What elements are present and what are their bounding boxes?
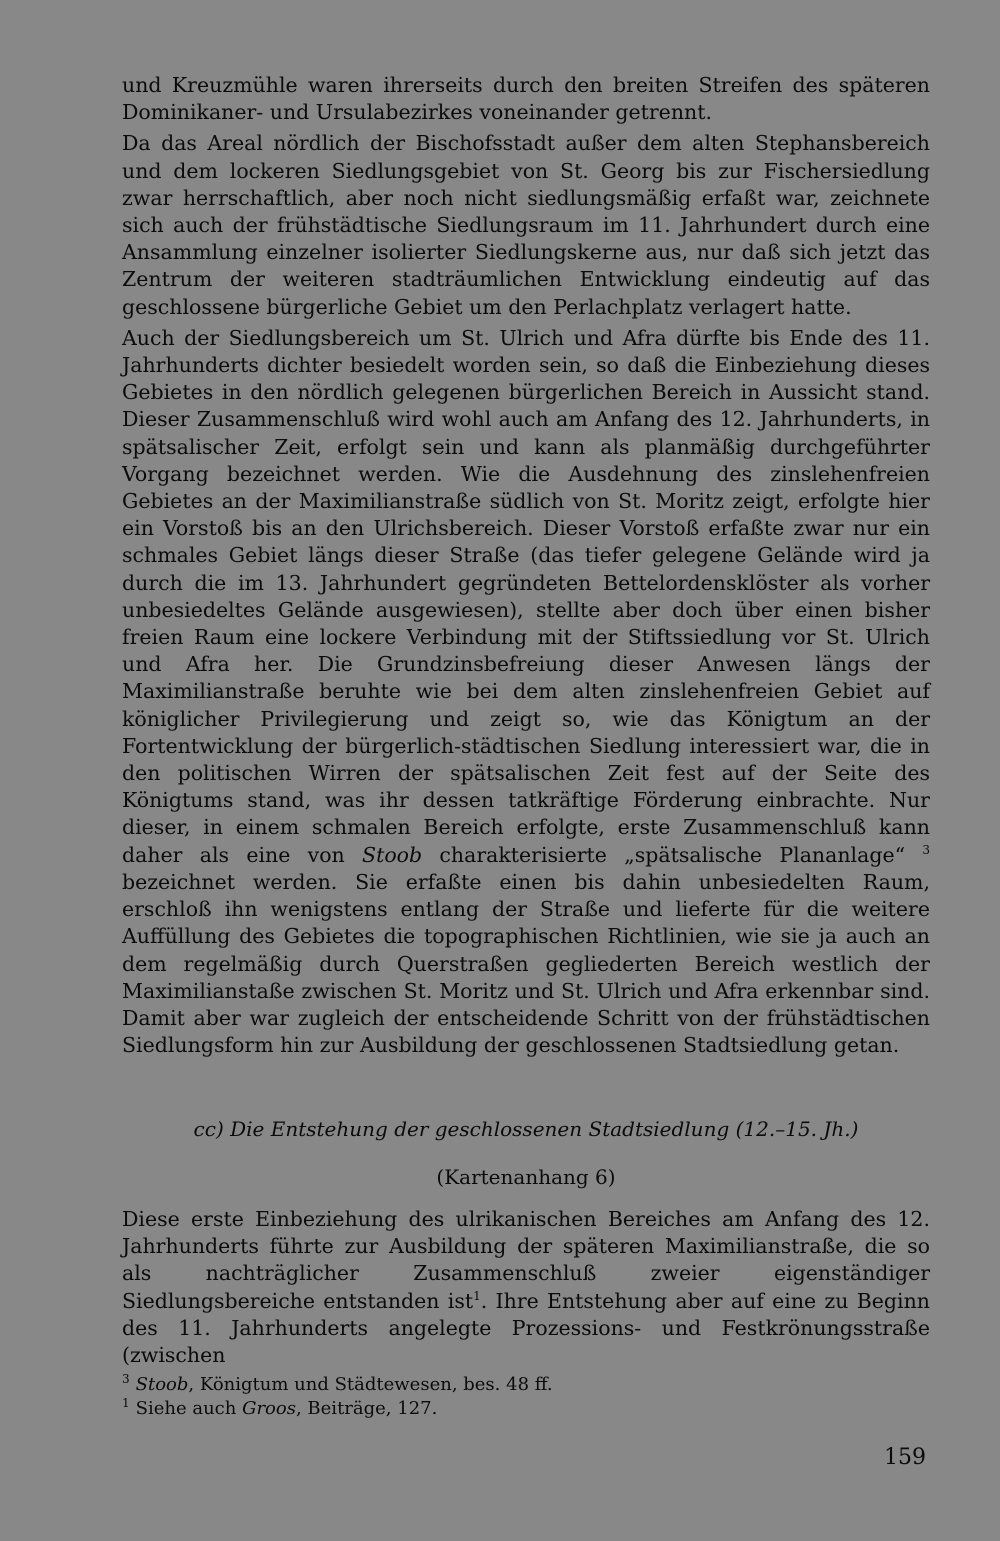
paragraph-4 (122, 1206, 930, 1369)
footnote-mark: 1 (122, 1396, 130, 1410)
author-stoob: Stoob (362, 842, 423, 867)
footnote-text: , Beiträge, 127. (295, 1398, 438, 1419)
main-text-bottom (122, 1206, 930, 1369)
paragraph-3-text-b: charakterisierte „spätsalische Plananlage“ (422, 842, 923, 867)
paragraph-2: Da das Areal nördlich der Bischofsstadt außer dem alten Stephansbereich und dem lockeren Siedlungsgebiet von St. Georg bis zur Fischersiedlung zwar herrschaftlich, aber noch nicht siedlungsmäßig erfaßt war, zeichnete sich auch der frühstädtische Siedlungsraum im 11. Jahrhundert durch eine Ansammlung einzelner isolierter Siedlungskerne aus, nur daß sich jetzt das Zentrum der weiteren stadträumlichen Entwicklung eindeutig auf das geschlossene bürgerliche Gebiet um den Perlachplatz verlagert hatte. (122, 131, 930, 319)
footnote-text: , Königtum und Städtewesen, bes. 48 ff. (188, 1374, 553, 1395)
footnote-ref-1: 1 (473, 1288, 481, 1303)
footnote-ref-3: 3 (922, 842, 930, 857)
paragraph-4-text-b: . Ihre Entstehung aber auf eine zu Beginn des 11. Jahrhunderts angelegte Prozessions- und Festkrönungsstraße (zwischen (122, 1288, 930, 1368)
footnote-author: Groos (242, 1398, 296, 1419)
paragraph-4-text-a: Diese erste Einbeziehung des ulrikanischen Bereiches am Anfang des 12. Jahrhunderts führte zur Ausbildung der späteren Maximilianstraße, die so als nachträglicher Zusammenschluß zweier eigenständiger Siedlungsbereiche entstanden ist (122, 1207, 930, 1313)
main-text-top (122, 72, 930, 1059)
section-heading: cc) Die Entstehung der geschlossenen Stadtsiedlung (12.–15. Jh.) (193, 1117, 859, 1141)
footnote-prefix: Siehe auch (135, 1398, 243, 1419)
page-number: 159 (884, 1445, 926, 1470)
footnote-mark: 3 (122, 1372, 130, 1386)
paragraph-3-text-c: bezeichnet werden. Sie erfaßte einen bis dahin unbesiedelten Raum, erschloß ihn wenigstens entlang der Straße und lieferte für die weitere Auffüllung des Gebietes die topographischen Richtlinien, wie sie ja auch an dem regelmäßig durch Querstraßen gegliederten Bereich westlich der Maximilianstaße zwischen St. Moritz und St. Ulrich und Afra erkennbar sind. Damit aber war zugleich der entscheidende Schritt von der frühstädtischen Siedlungsform hin zur Ausbildung der geschlossenen Stadtsiedlung getan. (122, 869, 930, 1058)
paragraph-3 (122, 325, 930, 1059)
paragraph-3-text-a: Auch der Siedlungsbereich um St. Ulrich und Afra dürfte bis Ende des 11. Jahrhunderts dichter besiedelt worden sein, so daß die Einbeziehung dieses Gebietes in den nördlich gelegenen bürgerlichen Bereich in Aussicht stand. Dieser Zusammenschluß wird wohl auch am Anfang des 12. Jahrhunderts, in spätsalischer Zeit, erfolgt sein und kann als planmäßig durchgeführter Vorgang bezeichnet werden. Wie die Ausdehnung des zinslehenfreien Gebietes an der Maximilianstraße südlich von St. Moritz zeigt, erfolgte hier ein Vorstoß bis an den Ulrichsbereich. Dieser Vorstoß erfaßte zwar nur ein schmales Gebiet längs dieser Straße (das tiefer gelegene Gelände wird ja durch die im 13. Jahrhundert gegründeten Bettelordensklöster als vorher unbesiedeltes Gelände ausgewiesen), stellte aber doch über einen bisher freien Raum eine lockere Verbindung mit der Stiftssiedlung vor St. Ulrich und Afra her. Die Grundzinsbefreiung dieser Anwesen längs der Maximilianstraße beruhte wie bei dem alten zinslehenfreien Gebiet auf königlicher Privilegierung und zeigt so, wie das Königtum an der Fortentwicklung der bürgerlich-städtischen Siedlung interessiert war, die in den politischen Wirren der spätsalischen Zeit fest auf der Seite des Königtums stand, was ihr dessen tatkräftige Förderung einbrachte. Nur dieser, in einem schmalen Bereich erfolgte, erste Zusammenschluß kann daher als eine von (122, 325, 930, 867)
section-subheading: (Kartenanhang 6) (436, 1165, 616, 1189)
footnotes (122, 1373, 930, 1421)
footnote-author: Stoob (135, 1374, 189, 1395)
paragraph-1: und Kreuzmühle waren ihrerseits durch den breiten Streifen des späteren Dominikaner- und Ursulabezirkes voneinander getrennt. (122, 73, 930, 125)
footnote-1 (122, 1397, 930, 1421)
footnote-3 (122, 1373, 930, 1397)
